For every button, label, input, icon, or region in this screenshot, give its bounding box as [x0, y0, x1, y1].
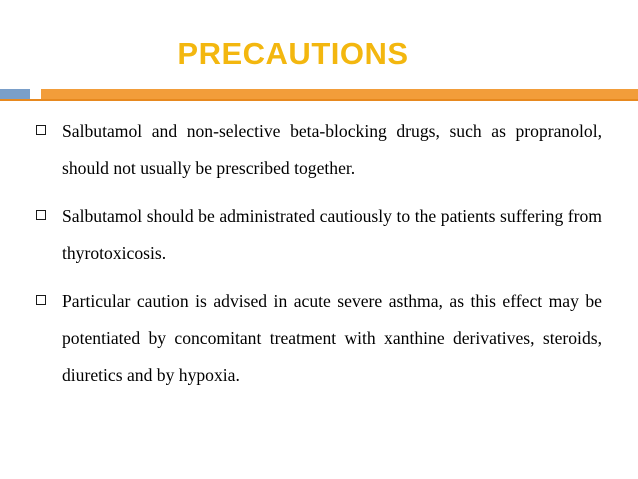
square-bullet-icon — [36, 125, 46, 135]
bullet-item — [34, 113, 602, 187]
bullet-text: Salbutamol should be administrated cautiously to the patients suffering from thyrotoxicosis. — [62, 206, 602, 263]
bullet-item — [34, 283, 602, 394]
square-bullet-icon — [36, 295, 46, 305]
accent-underline — [0, 99, 638, 101]
bullet-item — [34, 198, 602, 272]
square-bullet-icon — [36, 210, 46, 220]
bullet-text: Salbutamol and non-selective beta-blocking drugs, such as propranolol, should not usually be prescribed together. — [62, 121, 602, 178]
bullet-list — [34, 113, 602, 405]
bullet-text: Particular caution is advised in acute severe asthma, as this effect may be potentiated by concomitant treatment with xanthine derivatives, steroids, diuretics and by hypoxia. — [62, 291, 602, 385]
slide-title: PRECAUTIONS — [177, 36, 409, 71]
